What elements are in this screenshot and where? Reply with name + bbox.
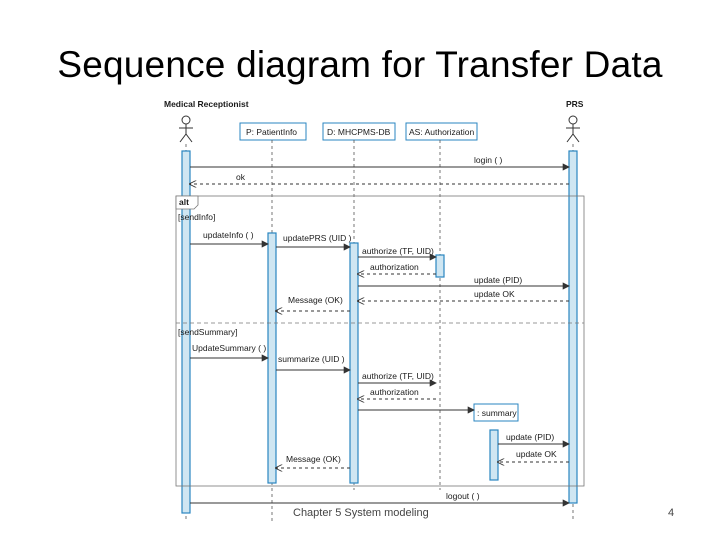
message-update-info: updateInfo ( ) <box>203 230 254 240</box>
guard-send-summary: [sendSummary] <box>178 327 238 337</box>
message-authorize-1: authorize (TF, UID) <box>362 246 434 256</box>
message-summarize: summarize (UID ) <box>278 354 345 364</box>
footer-chapter-label: Chapter 5 System modeling <box>293 507 429 519</box>
object-db <box>323 123 395 140</box>
stick-figure-icon <box>566 116 580 142</box>
message-authorize-2: authorize (TF, UID) <box>362 371 434 381</box>
activation-authorization <box>436 255 444 277</box>
activation-db <box>350 243 358 483</box>
object-label-db: D: MHCPMS-DB <box>327 127 391 137</box>
message-ok: ok <box>236 172 245 182</box>
message-update-prs: updatePRS (UID ) <box>283 233 352 243</box>
message-update-ok-1: update OK <box>474 289 515 299</box>
object-label-authorization: AS: Authorization <box>409 127 475 137</box>
message-update-ok-2: update OK <box>516 449 557 459</box>
lifelines <box>186 140 573 522</box>
object-summary <box>474 404 518 421</box>
message-update-pid-2: update (PID) <box>506 432 555 442</box>
message-authorization-1: authorization <box>370 262 419 272</box>
object-label-summary: : summary <box>477 408 517 418</box>
actor-label-receptionist: Medical Receptionist <box>164 99 249 109</box>
alt-operator-label: alt <box>179 197 189 207</box>
stick-figure-icon <box>179 116 193 142</box>
actor-prs <box>566 99 584 142</box>
guard-send-info: [sendInfo] <box>178 212 216 222</box>
message-update-pid-1: update (PID) <box>474 275 523 285</box>
activation-prs <box>569 151 577 503</box>
message-logout: logout ( ) <box>446 491 480 501</box>
object-patient-info <box>240 123 306 140</box>
slide-title: Sequence diagram for Transfer Data <box>57 44 663 85</box>
actor-label-prs: PRS <box>566 99 584 109</box>
message-message-ok-1: Message (OK) <box>288 295 343 305</box>
page-number: 4 <box>668 507 675 519</box>
message-update-summary: UpdateSummary ( ) <box>192 343 267 353</box>
message-authorization-2: authorization <box>370 387 419 397</box>
activation-patient-info <box>268 233 276 483</box>
messages <box>190 155 569 503</box>
activation-summary <box>490 430 498 480</box>
object-label-patient-info: P: PatientInfo <box>246 127 298 137</box>
message-message-ok-2: Message (OK) <box>286 454 341 464</box>
message-login: login ( ) <box>474 155 503 165</box>
actor-medical-receptionist <box>164 99 249 142</box>
object-authorization <box>406 123 477 140</box>
